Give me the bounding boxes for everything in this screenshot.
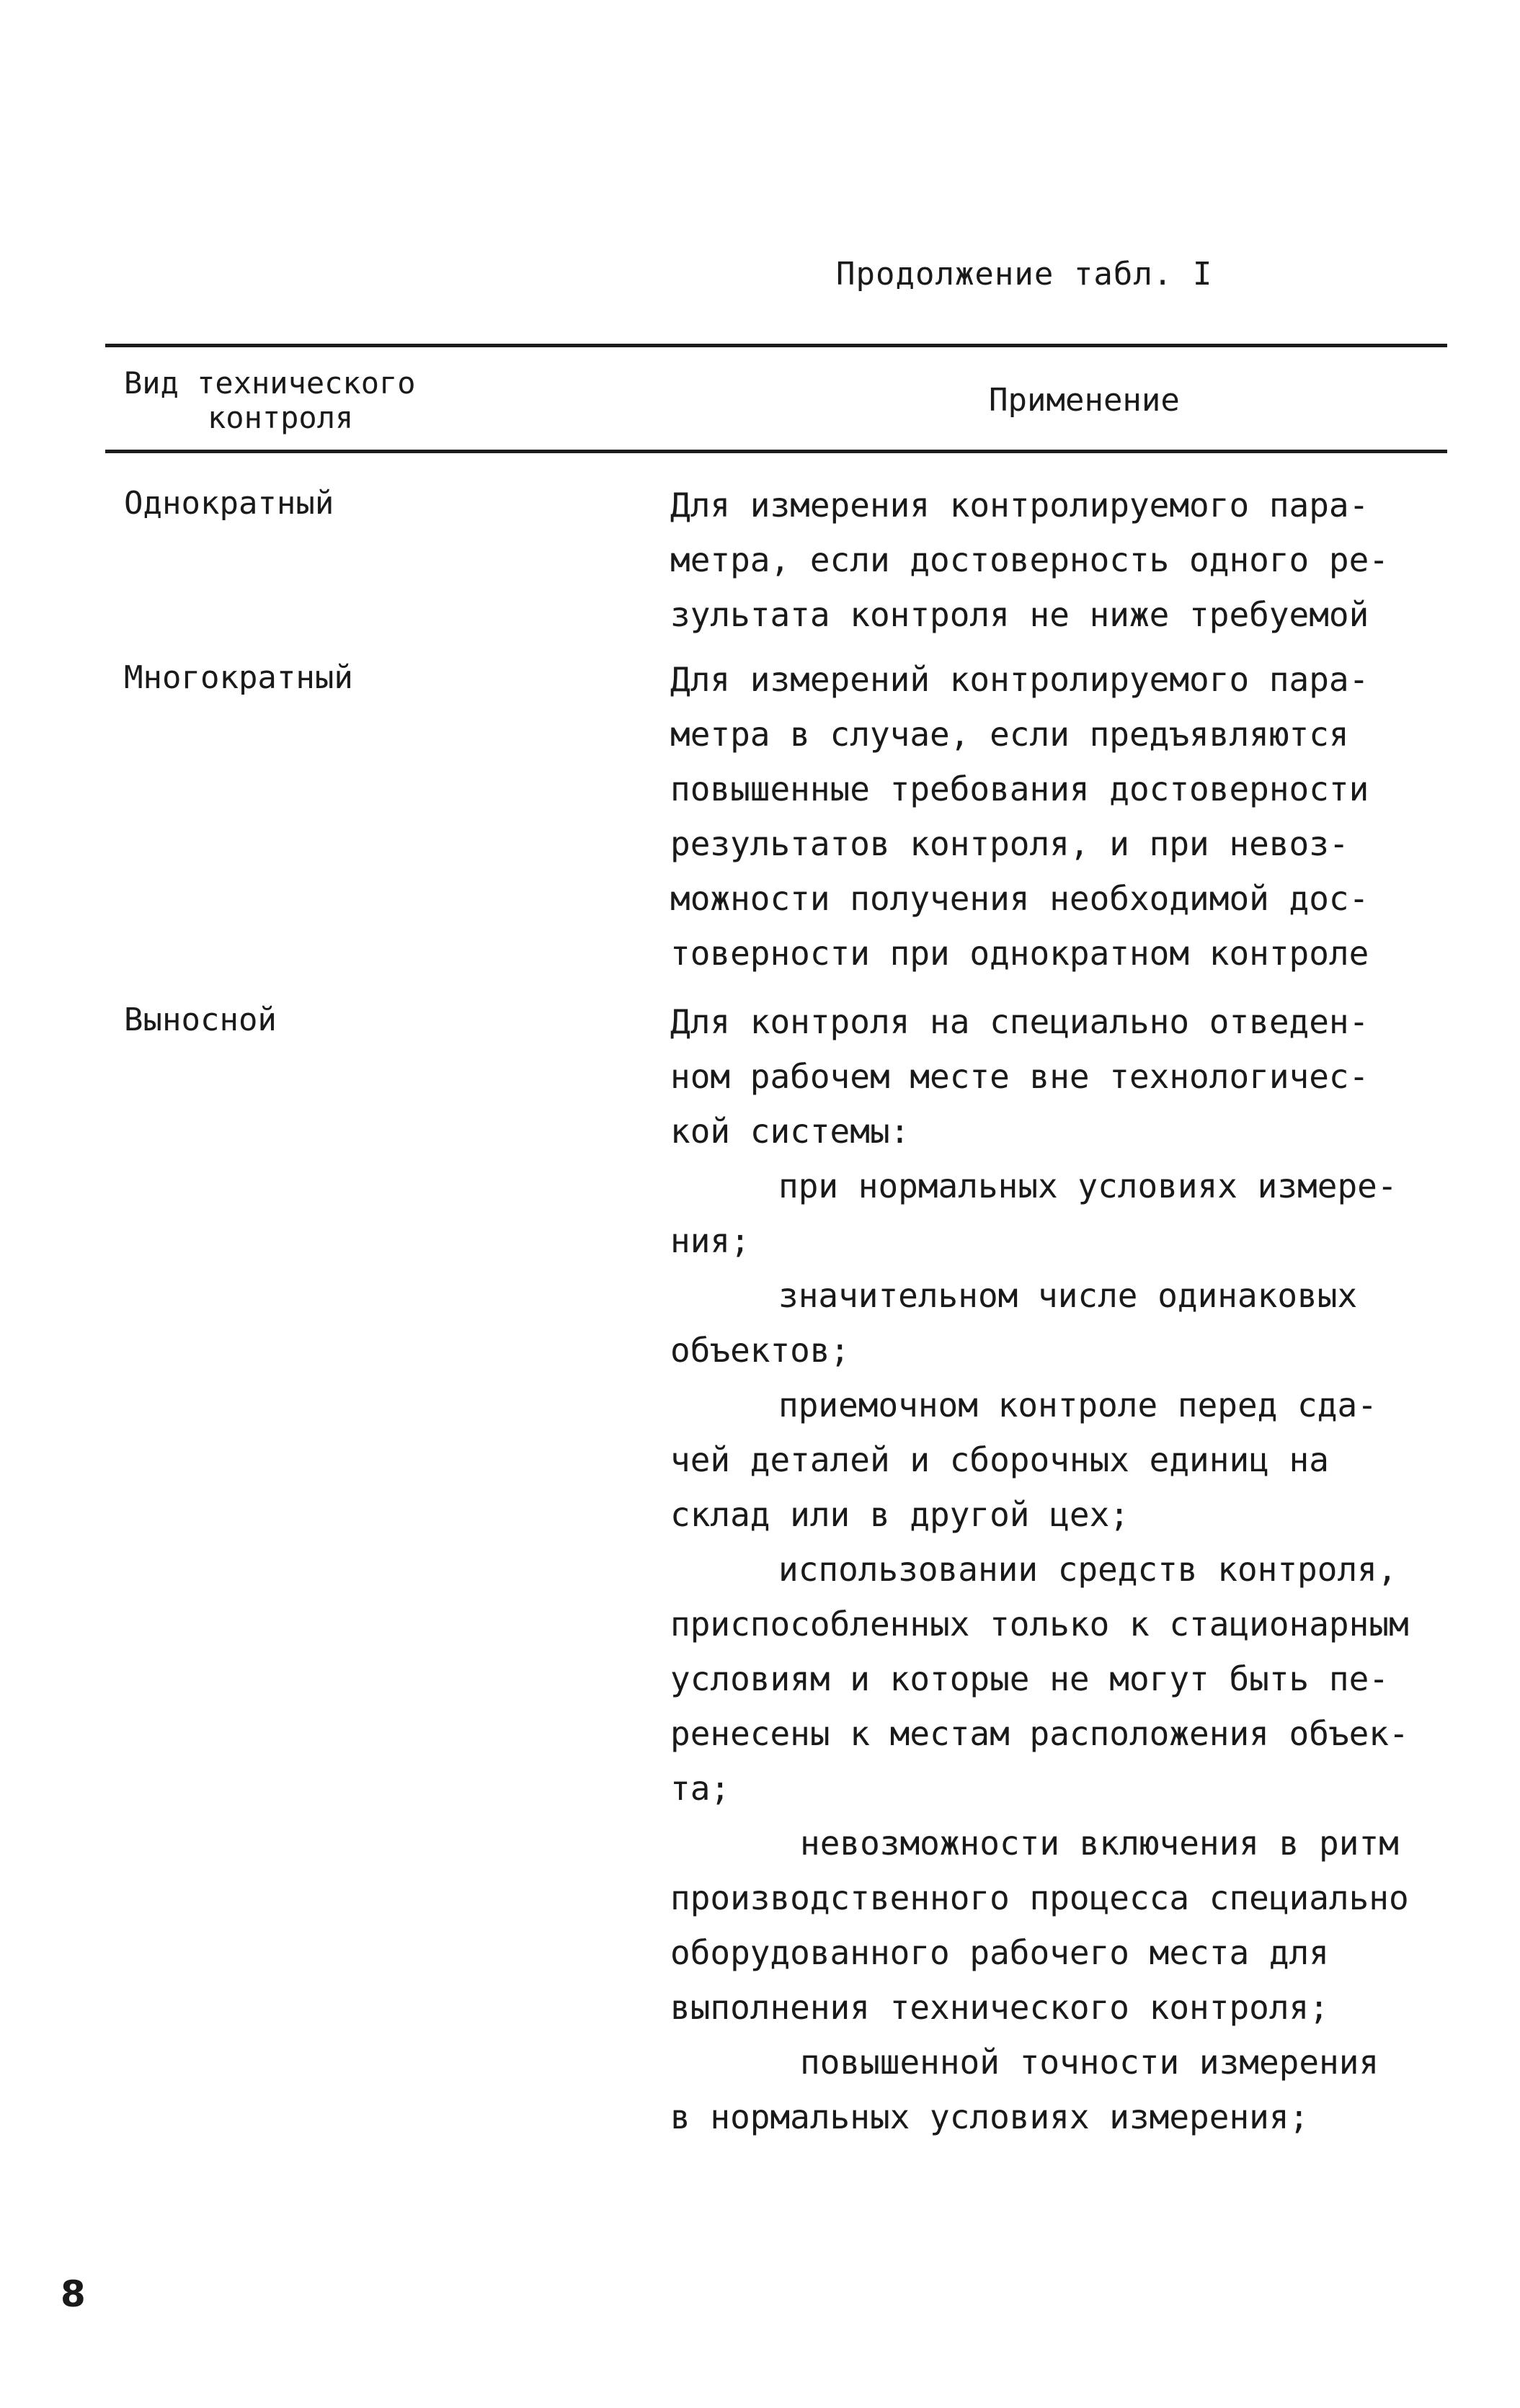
text-line: использовании средств контроля, xyxy=(778,1550,1397,1589)
text-line: ном рабочем месте вне технологичес- xyxy=(670,1057,1369,1096)
page-number: 8 xyxy=(61,2273,86,2315)
text-line: в нормальных условиях измерения; xyxy=(670,2097,1310,2136)
header-kind-line1: Вид технического xyxy=(124,365,416,401)
text-line: метра, если достоверность одного ре- xyxy=(670,540,1389,579)
text-line: выполнения технического контроля; xyxy=(670,1988,1329,2027)
text-line: результатов контроля, и при невоз- xyxy=(670,824,1349,863)
text-line: приемочном контроле перед сда- xyxy=(778,1386,1377,1424)
text-line: невозможности включения в ритм xyxy=(800,1824,1399,1863)
text-line: метра в случае, если предъявляются xyxy=(670,715,1349,754)
text-line: Для измерений контролируемого пара- xyxy=(670,660,1369,699)
text-line: та; xyxy=(670,1769,731,1808)
row-application-single xyxy=(670,478,1456,642)
row-kind-single: Однократный xyxy=(124,485,334,522)
text-line: повышенные требования достоверности xyxy=(670,770,1369,808)
text-line: товерности при однократном контроле xyxy=(670,934,1369,973)
text-line: повышенной точности измерения xyxy=(800,2043,1379,2082)
table-caption: Продолжение табл. I xyxy=(836,256,1213,293)
text-line: ния; xyxy=(670,1221,750,1260)
text-line: кой системы: xyxy=(670,1112,910,1151)
text-line: условиям и которые не могут быть пе- xyxy=(670,1659,1389,1698)
text-line: ренесены к местам расположения объек- xyxy=(670,1714,1409,1753)
text-line: оборудованного рабочего места для xyxy=(670,1933,1329,1972)
row-kind-multiple: Многократный xyxy=(124,659,353,696)
text-line: склад или в другой цех; xyxy=(670,1495,1129,1534)
text-line: значительном числе одинаковых xyxy=(778,1276,1358,1315)
text-line: чей деталей и сборочных единиц на xyxy=(670,1440,1329,1479)
table-top-rule xyxy=(105,344,1447,347)
header-kind xyxy=(124,366,416,435)
text-line: при нормальных условиях измере- xyxy=(778,1167,1397,1205)
text-line: можности получения необходимой дос- xyxy=(670,879,1369,918)
text-line: Для контроля на специально отведен- xyxy=(670,1002,1369,1041)
row-application-remote xyxy=(670,994,1456,2144)
text-line: Для измерения контролируемого пара- xyxy=(670,486,1369,525)
row-kind-remote: Выносной xyxy=(124,1002,277,1038)
text-line: производственного процесса специально xyxy=(670,1878,1409,1917)
table-header-rule xyxy=(105,450,1447,453)
text-line: приспособленных только к стационарным xyxy=(670,1605,1409,1644)
text-line: зультата контроля не ниже требуемой xyxy=(670,595,1369,634)
text-line: объектов; xyxy=(670,1331,850,1370)
header-kind-line2: контроля xyxy=(208,400,354,435)
header-application: Применение xyxy=(989,382,1180,419)
row-application-multiple xyxy=(670,652,1456,981)
